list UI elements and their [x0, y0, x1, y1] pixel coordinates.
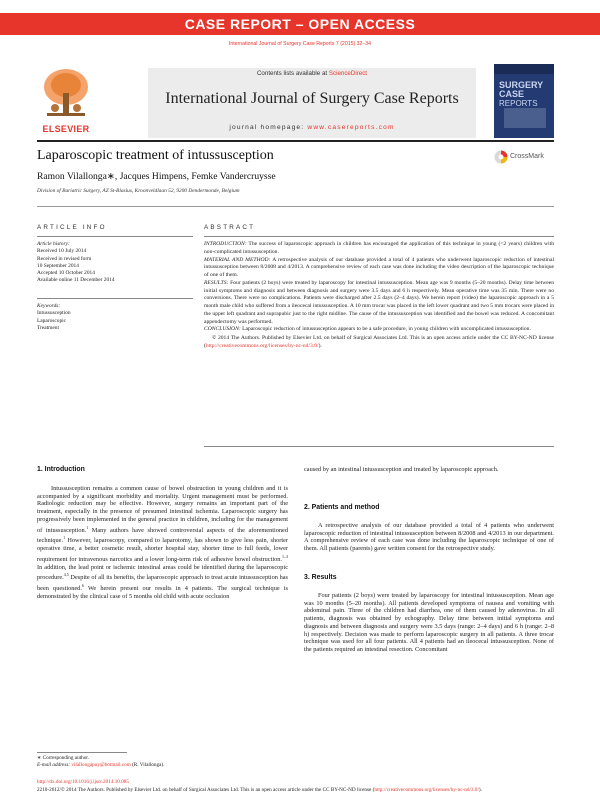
contents-prefix: Contents lists available at	[256, 70, 329, 77]
abstract-label: INTRODUCTION:	[204, 241, 247, 247]
crossmark-icon[interactable]	[494, 150, 508, 164]
abstract-text: Four patients (2 boys) were treated by laparoscopy for intestinal intussusception. Mean age was 9 months (5–20 months). Delay time between initial symptoms and diagnosis and between diagnosis and surgery were 3.5 days and 6 h respectively. Mean operative time was 35 min. There were no conversions. There were no complications. Patients were discharged after 2.5 days (2–4 days). We herein report (video) the laparoscopic approach in a 5 month male child who suffered from a ileocecal intussusception. A 10 mm trocar was placed in the left lower quadrant and two 5 mm trocars were placed in the upper left quadrant and suprapubic just to the right midline. The cause of the intussusception was identified and the bowel was reduced. A concomitant appendectomy was performed.	[204, 279, 554, 325]
keywords	[37, 303, 193, 332]
results-text	[304, 592, 554, 654]
abstract-label: CONCLUSION:	[204, 326, 241, 333]
reference[interactable]: 1	[86, 524, 89, 530]
article-history	[37, 241, 193, 285]
header-rule	[37, 140, 554, 142]
intro-continued-text: caused by an intestinal intussusception and treated by laparoscopic approach.	[304, 466, 499, 473]
corresponding-author: ∗ Corresponding author.	[37, 755, 90, 761]
publisher-name: ELSEVIER	[42, 124, 90, 134]
intro-text: Intussusception remains a common cause of bowel obstruction in young children and it is accompanied by a significant morbidity and mortality. Urgent management must be performed. Radiologic reduction may be effective. However, surgery remains an important part of the treatment, especially in the presence of presumed intestinal ischemia. Laparoscopic surgery has progressively been implemented in the general practice in children, including for the management of intussusception.	[37, 485, 288, 534]
abstract-text: Laparoscopic reduction of intussusception appears to be a safe procedure, in young children with uncomplicated intussusception.	[240, 326, 531, 333]
homepage-line	[148, 124, 476, 131]
affiliation: Division of Bariatric Surgery, AZ St-Blasius, Kroonveldlaan 52, 9200 Dendermonde, Belgium	[37, 188, 240, 194]
elsevier-tree-logo-icon	[37, 63, 95, 130]
crossmark-label[interactable]: CrossMark	[510, 153, 544, 160]
divider	[204, 446, 554, 447]
abstract-text: A retrospective analysis of our database provided a total of 4 patients who underwent laparoscopic reduction of intestinal intussusception between 8/2008 and 4/2013. A comprehensive review of each case was done including the video description of the laparoscopic technique of one of them.	[204, 256, 555, 278]
article-info-heading: ARTICLE INFO	[37, 224, 107, 231]
email-link[interactable]: vilallongapuy@hotmail.com	[71, 761, 131, 768]
article-title: Laparoscopic treatment of intussusception	[37, 148, 274, 163]
abstract-heading: ABSTRACT	[204, 224, 256, 231]
history-item: 10 September 2014	[37, 262, 79, 269]
intro-text: Despite of all its benefits, the laparoscopic approach to treat acute intussusception has been questioned.	[37, 574, 288, 593]
cover-word: SURGERY	[499, 80, 544, 90]
cover-picture	[504, 108, 546, 128]
keyword: Laparoscopic	[37, 317, 67, 324]
cover-word: CASE	[499, 89, 525, 99]
license-link[interactable]: http://creativecommons.org/licenses/by-nc-nd/3.0/	[205, 342, 319, 349]
intro-text: However, laparoscopy, compared to laparotomy, has shown to give less pain, shorter operative time, a better cosmetic result, shorter hospital stay, shorter time to full feeds, lower requirement for intravenous narcotics and a lower long-term risk of adhesive bowel obstruction.	[37, 537, 288, 563]
reference[interactable]: 1	[63, 535, 66, 541]
reference[interactable]: 1–3	[282, 553, 288, 559]
abstract-label: MATERIAL AND METHOD:	[204, 256, 271, 263]
authors: Ramon Vilallonga∗, Jacques Himpens, Femke Vandercruysse	[37, 171, 276, 182]
doi-link[interactable]: http://dx.doi.org/10.1016/j.ijscr.2014.10.085	[37, 779, 129, 785]
keyword: Intussusception	[37, 310, 71, 317]
keyword: Treatment	[37, 324, 59, 331]
journal-title: International Journal of Surgery Case Reports	[165, 90, 459, 107]
email-suffix: (R. Vilallonga).	[130, 761, 165, 768]
pm-text: A retrospective analysis of our database provided a total of 4 patients who underwent laparoscopic reduction of intestinal intussusception between 8/2008 and 4/2013 in our department. A comprehensive review of each case was done including the laparoscopic technique of one of them. All patients (parents) gave written consent for the retrospective study.	[304, 522, 554, 553]
section-heading-introduction: 1. Introduction	[37, 466, 85, 473]
journal-citation[interactable]: International Journal of Surgery Case Reports 7 (2015) 32–34	[228, 41, 372, 47]
divider	[204, 236, 554, 237]
copyright-text: © 2014 The Authors. Published by Elsevier Ltd. on behalf of Surgical Associates Ltd. This is an open access article under the CC BY-NC-ND license (	[204, 335, 554, 349]
contents-line	[148, 70, 476, 77]
history-item: Accepted 10 October 2014	[37, 270, 95, 277]
patients-method-text	[304, 522, 554, 553]
history-label: Article history:	[37, 241, 70, 247]
divider	[37, 236, 193, 237]
introduction-text	[37, 485, 288, 601]
intro-text: We herein present our results in 4 patients. The surgical technique is demonstrated by the clinical case of 5 months old child with acute occlusion	[37, 585, 288, 600]
reference[interactable]: 4,5	[63, 572, 69, 578]
reference[interactable]: 6	[81, 583, 84, 589]
sciencedirect-link[interactable]: ScienceDirect	[328, 70, 368, 77]
cover-top-band	[494, 64, 554, 74]
license-end: ).	[478, 787, 482, 793]
license-footer-link[interactable]: http://creativecommons.org/licenses/by-nc-nd/3.0/	[374, 787, 479, 793]
intro-text: In addition, the lead point or ischemic intestinal areas could be identified during the laparoscopic procedure.	[37, 563, 288, 582]
cover-word: REPORTS	[499, 99, 538, 108]
introduction-continued	[304, 466, 554, 474]
homepage-link[interactable]: www.casereports.com	[307, 124, 395, 131]
keywords-label: Keywords:	[37, 303, 61, 309]
email-label: E-mail address:	[37, 761, 72, 768]
license-footer	[37, 787, 554, 794]
license-text: 2210-2612/© 2014 The Authors. Published by Elsevier Ltd. on behalf of Surgical Associates Ltd. This is an open access article under the CC BY-NC-ND license (	[37, 787, 375, 793]
divider	[37, 298, 193, 299]
homepage-prefix: journal homepage:	[229, 124, 308, 131]
abstract-text: The success of laparoscopic approach in children has encouraged the application of this technique in young (<2 years) children with non-complicated intussusception.	[204, 241, 554, 255]
history-item: Available online 11 December 2014	[37, 277, 115, 284]
abstract-body	[204, 241, 554, 351]
history-item: Received in revised form	[37, 255, 92, 262]
open-access-banner: CASE REPORT – OPEN ACCESS	[0, 13, 600, 35]
history-item: Received 10 July 2014	[37, 248, 87, 255]
results-paragraph: Four patients (2 boys) were treated by laparoscopy for intestinal intussusception. Mean age was 10 months (5–20 months). All patients developed symptoms of nausea and vomiting with abdominal pain. Three of the children had diarrhea, one of them caused by adenovirus. In all patients, diagnosis was obtained by echography. Delay time between initial symptoms and diagnosis and between diagnosis and surgery were 3.5 days (range: 2–4 days) and 6 h (range: 2–8 h) respectively. Decision was made to perform laparoscopic surgery in all patients. A three trocar technique was used for all four patients. All 4 patients had an ileocecal intussusception. None of the patients required an intestinal resection. Concomitant	[304, 592, 554, 653]
abstract-label: RESULTS:	[204, 279, 229, 286]
intro-text: Many authors have showed controversial aspects of the aforementioned technique.	[37, 526, 288, 545]
footnote-rule	[37, 752, 127, 753]
footnote	[37, 755, 288, 769]
copyright-end: ).	[318, 342, 322, 349]
section-heading-results: 3. Results	[304, 574, 337, 581]
divider	[37, 206, 554, 207]
section-heading-patients-method: 2. Patients and method	[304, 504, 380, 511]
